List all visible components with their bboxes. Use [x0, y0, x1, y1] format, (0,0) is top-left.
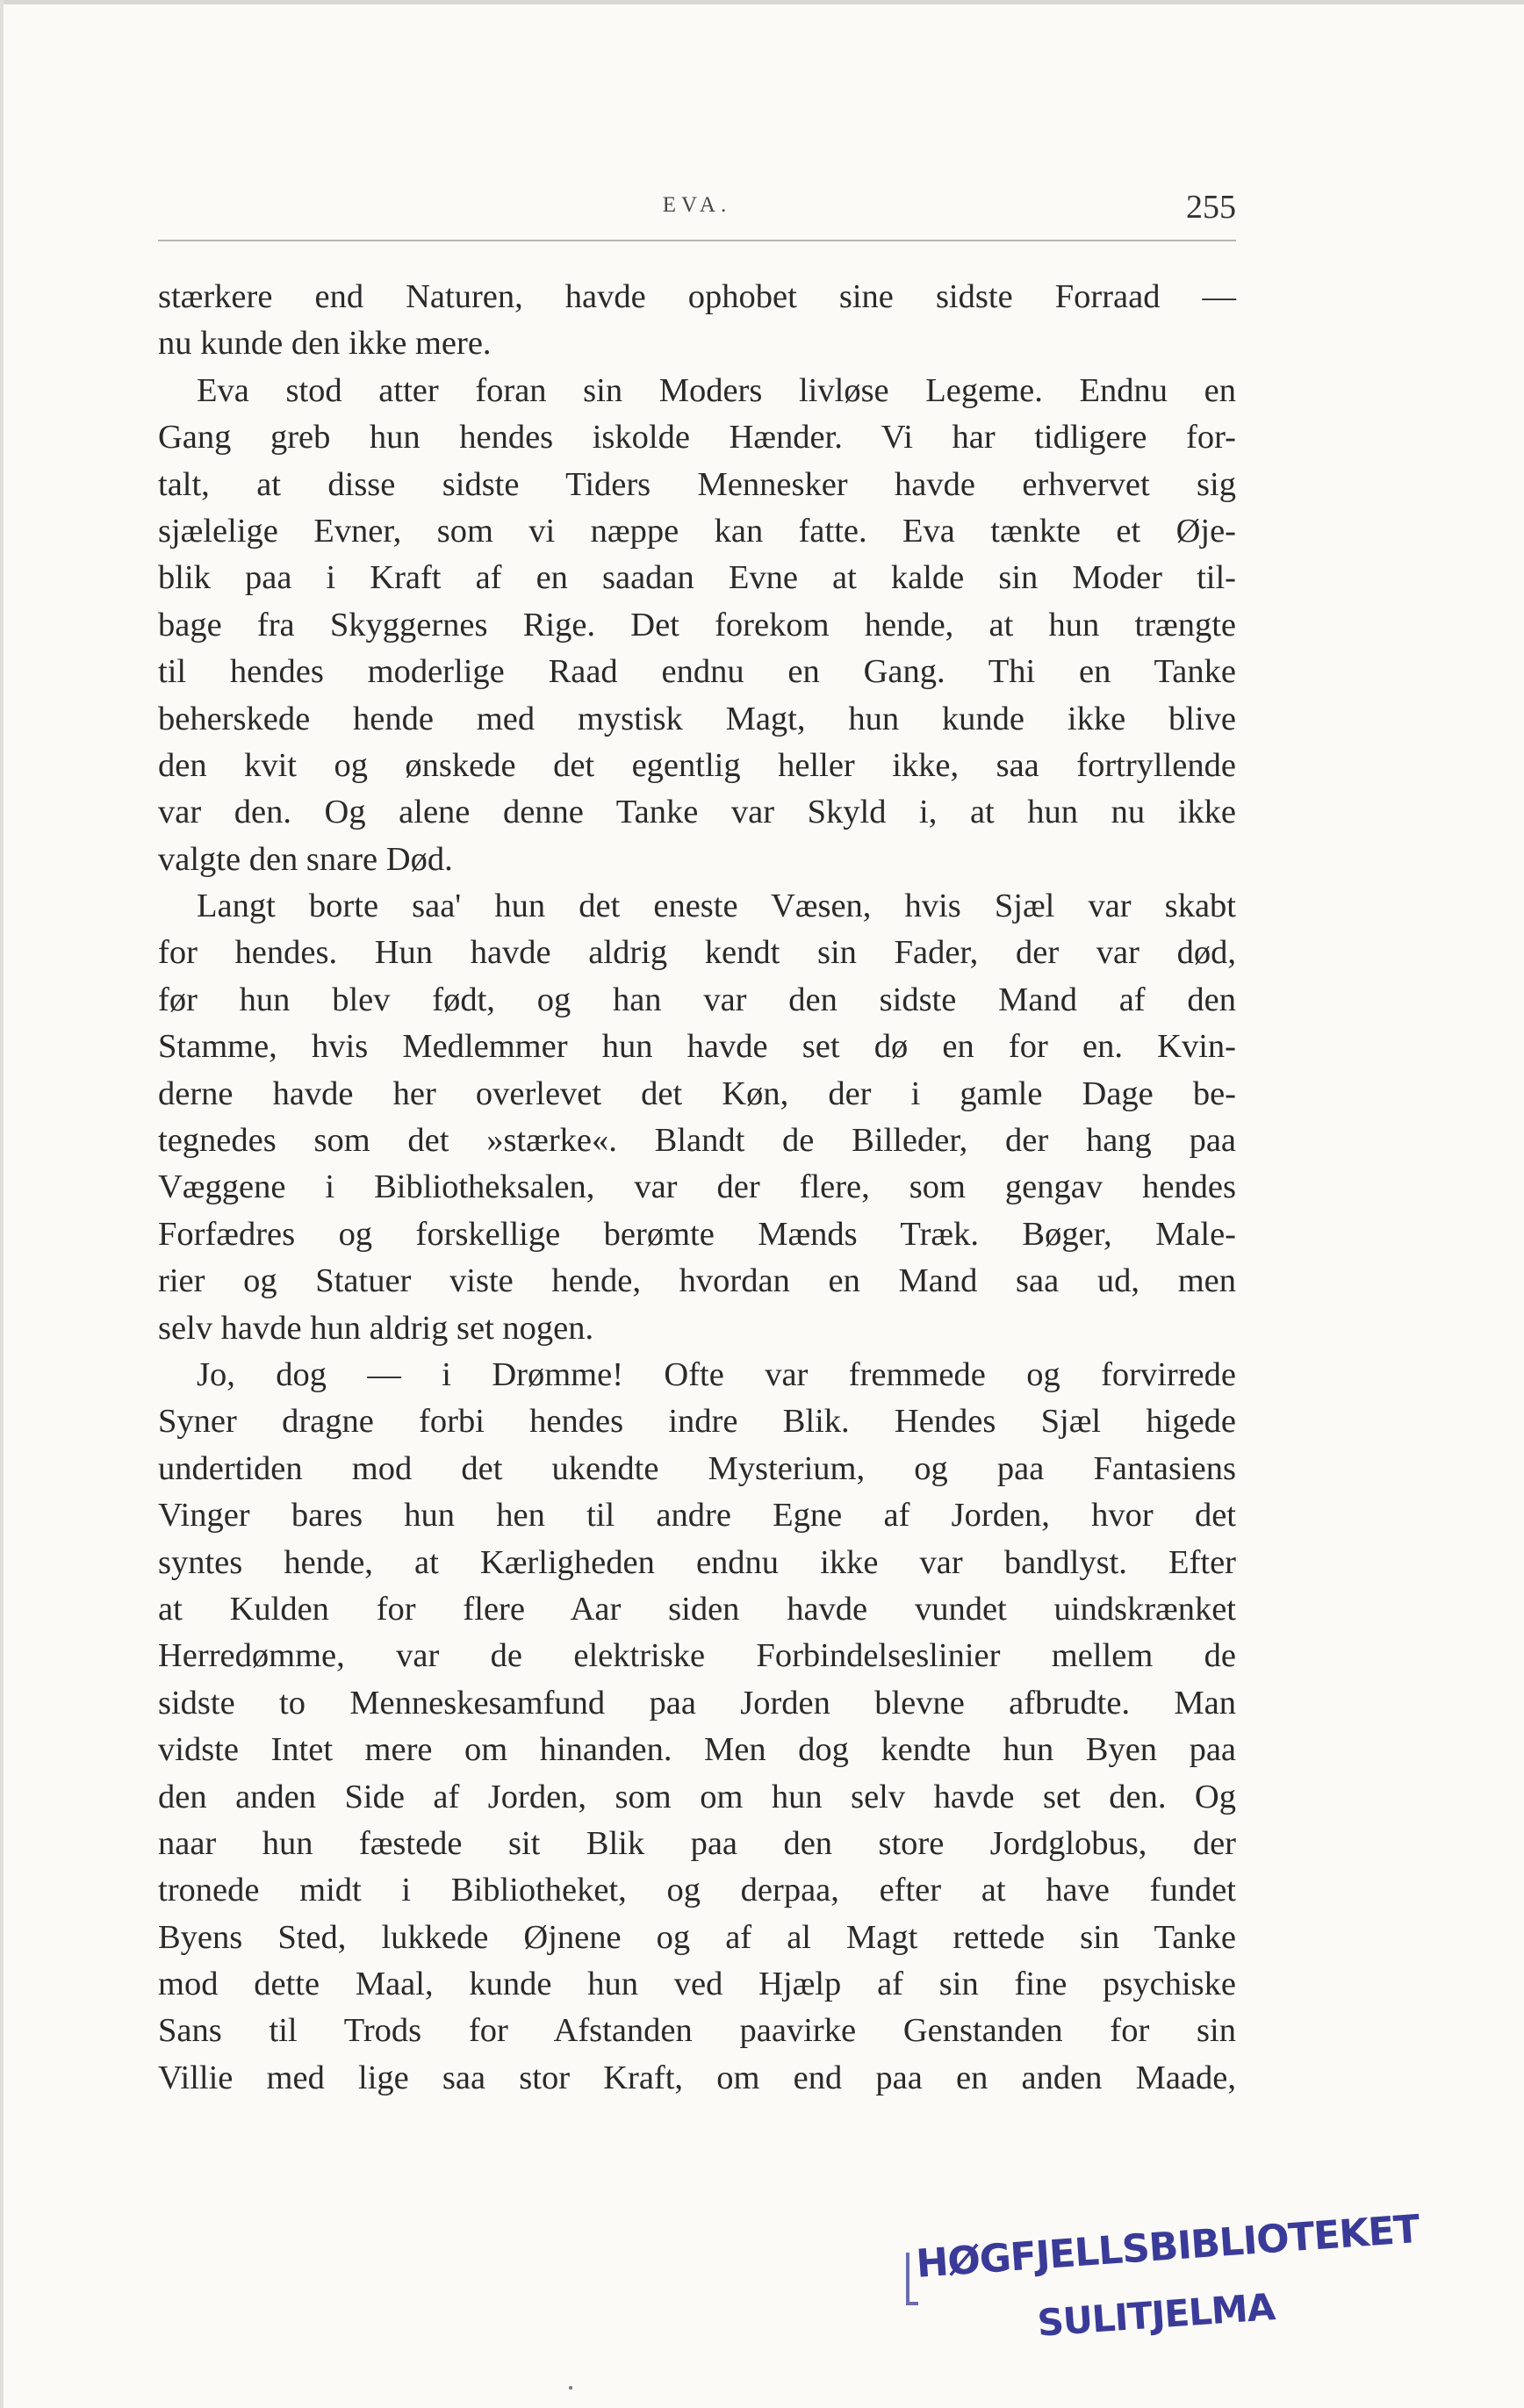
- text-line: den anden Side af Jorden, som om hun selv havde set den. Og: [158, 1778, 1236, 1815]
- text-line: Herredømme, var de elektriske Forbindelseslinier mellem de: [158, 1637, 1236, 1675]
- running-title: EVA.: [662, 193, 732, 217]
- text-line: før hun blev født, og han var den sidste Mand af den: [158, 981, 1236, 1018]
- text-line: Væggene i Bibliotheksalen, var der flere, som gengav hendes: [158, 1168, 1236, 1206]
- text-line: var den. Og alene denne Tanke var Skyld i, at hun nu ikke: [158, 794, 1236, 831]
- page-number: 255: [1186, 189, 1236, 226]
- text-line: undertiden mod det ukendte Mysterium, og paa Fantasiens: [158, 1449, 1236, 1487]
- text-line: Villie med lige saa stor Kraft, om end paa en anden Maade,: [158, 2059, 1236, 2096]
- text-line: Forfædres og forskellige berømte Mænds Træk. Bøger, Male-: [158, 1215, 1236, 1253]
- header-rule: [158, 240, 1236, 241]
- text-line: Jo, dog — i Drømme! Ofte var fremmede og forvirrede: [197, 1355, 1236, 1393]
- page-left-edge: [0, 0, 4, 2408]
- text-line: tronede midt i Bibliotheket, og derpaa, efter at have fundet: [158, 1872, 1236, 1909]
- text-line: Eva stod atter foran sin Moders livløse Legeme. Endnu en: [197, 371, 1236, 409]
- text-line: den kvit og ønskede det egentlig heller ikke, saa fortryllende: [158, 746, 1236, 784]
- text-line: Byens Sted, lukkede Øjnene og af al Magt rettede sin Tanke: [158, 1918, 1236, 1956]
- text-line: derne havde her overlevet det Køn, der i gamle Dage be-: [158, 1075, 1236, 1112]
- text-line: vidste Intet mere om hinanden. Men dog kendte hun Byen paa: [158, 1731, 1236, 1769]
- text-line: blik paa i Kraft af en saadan Evne at kalde sin Moder til-: [158, 559, 1236, 597]
- text-line: for hendes. Hun havde aldrig kendt sin Fader, der var død,: [158, 934, 1236, 972]
- text-line: naar hun fæstede sit Blik paa den store Jordglobus, der: [158, 1824, 1236, 1862]
- text-line: Gang greb hun hendes iskolde Hænder. Vi har tidligere for-: [158, 419, 1236, 456]
- page-header: [158, 188, 1236, 241]
- text-line: rier og Statuer viste hende, hvordan en Mand saa ud, men: [158, 1262, 1236, 1300]
- text-line: til hendes moderlige Raad endnu en Gang. Thi en Tanke: [158, 653, 1236, 691]
- text-line: nu kunde den ikke mere.: [158, 325, 492, 363]
- library-stamp: [869, 2206, 1421, 2377]
- text-line: talt, at disse sidste Tiders Mennesker havde erhvervet sig: [158, 465, 1236, 503]
- text-line: sjælelige Evner, som vi næppe kan fatte. Eva tænkte et Øje-: [158, 512, 1236, 550]
- text-line: at Kulden for flere Aar siden havde vundet uindskrænket: [158, 1590, 1236, 1628]
- text-line: bage fra Skyggernes Rige. Det forekom hende, at hun trængte: [158, 606, 1236, 643]
- text-line: syntes hende, at Kærligheden endnu ikke var bandlyst. Efter: [158, 1543, 1236, 1581]
- text-line: Stamme, hvis Medlemmer hun havde set dø en for en. Kvin-: [158, 1028, 1236, 1066]
- page-top-edge: [0, 0, 1524, 4]
- text-line: beherskede hende med mystisk Magt, hun kunde ikke blive: [158, 700, 1236, 737]
- text-line: valgte den snare Død.: [158, 840, 453, 878]
- text-line: tegnedes som det »stærke«. Blandt de Billeder, der hang paa: [158, 1122, 1236, 1160]
- text-line: stærkere end Naturen, havde ophobet sine sidste Forraad —: [158, 278, 1236, 315]
- text-line: mod dette Maal, kunde hun ved Hjælp af sin fine psychiske: [158, 1966, 1236, 2003]
- text-line: selv havde hun aldrig set nogen.: [158, 1309, 594, 1347]
- text-line: Langt borte saa' hun det eneste Væsen, hvis Sjæl var skabt: [197, 888, 1236, 925]
- text-line: Vinger bares hun hen til andre Egne af Jorden, hvor det: [158, 1497, 1236, 1535]
- body-text: [158, 274, 1236, 2102]
- stamp-location: SULITJELMA: [1036, 2285, 1276, 2345]
- paper-speck: [569, 2386, 572, 2390]
- text-line: Sans til Trods for Afstanden paavirke Genstanden for sin: [158, 2012, 1236, 2050]
- stamp-library-name: HØGFJELLSBIBLIOTEKET: [915, 2206, 1421, 2287]
- text-line: Syner dragne forbi hendes indre Blik. Hendes Sjæl higede: [158, 1403, 1236, 1441]
- text-line: sidste to Menneskesamfund paa Jorden blevne afbrudte. Man: [158, 1684, 1236, 1722]
